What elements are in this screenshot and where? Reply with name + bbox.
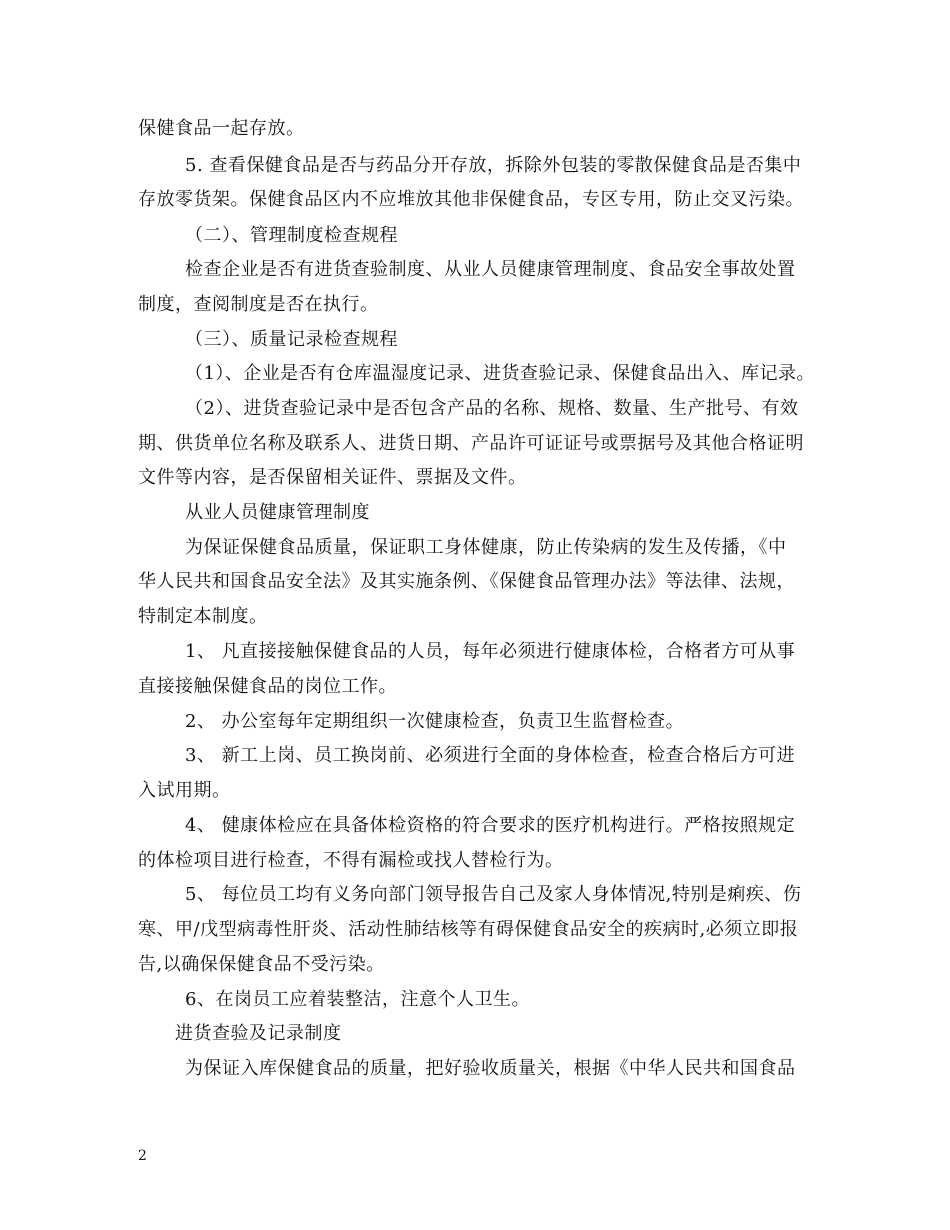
text-line: （1）、企业是否有仓库温湿度记录、进货查验记录、保健食品出入、库记录。 — [185, 363, 815, 384]
text-line: 特制定本制度。 — [138, 606, 268, 627]
text-line: 制度，查阅制度是否在执行。 — [138, 294, 379, 315]
text-line: 存放零货架。保健食品区内不应堆放其他非保健食品，专区专用，防止交叉污染。 — [138, 189, 804, 210]
text-line: 保健食品一起存放。 — [138, 118, 305, 139]
text-line: （2）、进货查验记录中是否包含产品的名称、规格、数量、生产批号、有效 — [185, 398, 799, 419]
text-line: 为保证入库保健食品的质量，把好验收质量关，根据《中华人民共和国食品 — [185, 1058, 796, 1079]
section-heading: 进货查验及记录制度 — [175, 1023, 342, 1044]
text-line: 直接接触保健食品的岗位工作。 — [138, 676, 397, 697]
text-line: 期、供货单位名称及联系人、进货日期、产品许可证证号或票据号及其他合格证明 — [138, 433, 804, 454]
text-line: 入试用期。 — [138, 780, 231, 801]
text-line: 5. 查看保健食品是否与药品分开存放，拆除外包装的零散保健食品是否集中 — [185, 155, 802, 176]
text-line: 为保证保健食品质量，保证职工身体健康，防止传染病的发生及传播，《中 — [185, 537, 787, 558]
section-heading: （二）、管理制度检查规程 — [185, 225, 398, 246]
page-number: 2 — [138, 1148, 147, 1164]
text-line: 华人民共和国食品安全法》及其实施条例、《保健食品管理办法》等法律、法规， — [138, 571, 795, 592]
text-line: 的体检项目进行检查，不得有漏检或找人替检行为。 — [138, 850, 564, 871]
section-heading: （三）、质量记录检查规程 — [185, 329, 398, 350]
text-line: 告,以确保保健食品不受污染。 — [138, 954, 385, 975]
text-line: 2、 办公室每年定期组织一次健康检查，负责卫生监督检查。 — [185, 711, 685, 732]
text-line: 6、在岗员工应着装整洁，注意个人卫生。 — [185, 989, 530, 1010]
text-line: 文件等内容，是否保留相关证件、票据及文件。 — [138, 467, 527, 488]
text-line: 1、 凡直接接触保健食品的人员，每年必须进行健康体检，合格者方可从事 — [185, 641, 796, 662]
text-line: 寒、甲/戊型病毒性肝炎、活动性肺结核等有碍保健食品安全的疾病时,必须立即报 — [138, 919, 799, 940]
text-line: 5、 每位员工均有义务向部门领导报告自己及家人身体情况,特别是痢疾、伤 — [185, 884, 802, 905]
text-line: 3、 新工上岗、员工换岗前、必须进行全面的身体检查，检查合格后方可进 — [185, 745, 796, 766]
text-line: 4、 健康体检应在具备体检资格的符合要求的医疗机构进行。严格按照规定 — [185, 815, 796, 836]
text-line: 检查企业是否有进货查验制度、从业人员健康管理制度、食品安全事故处置 — [185, 259, 796, 280]
section-heading: 从业人员健康管理制度 — [185, 502, 370, 523]
